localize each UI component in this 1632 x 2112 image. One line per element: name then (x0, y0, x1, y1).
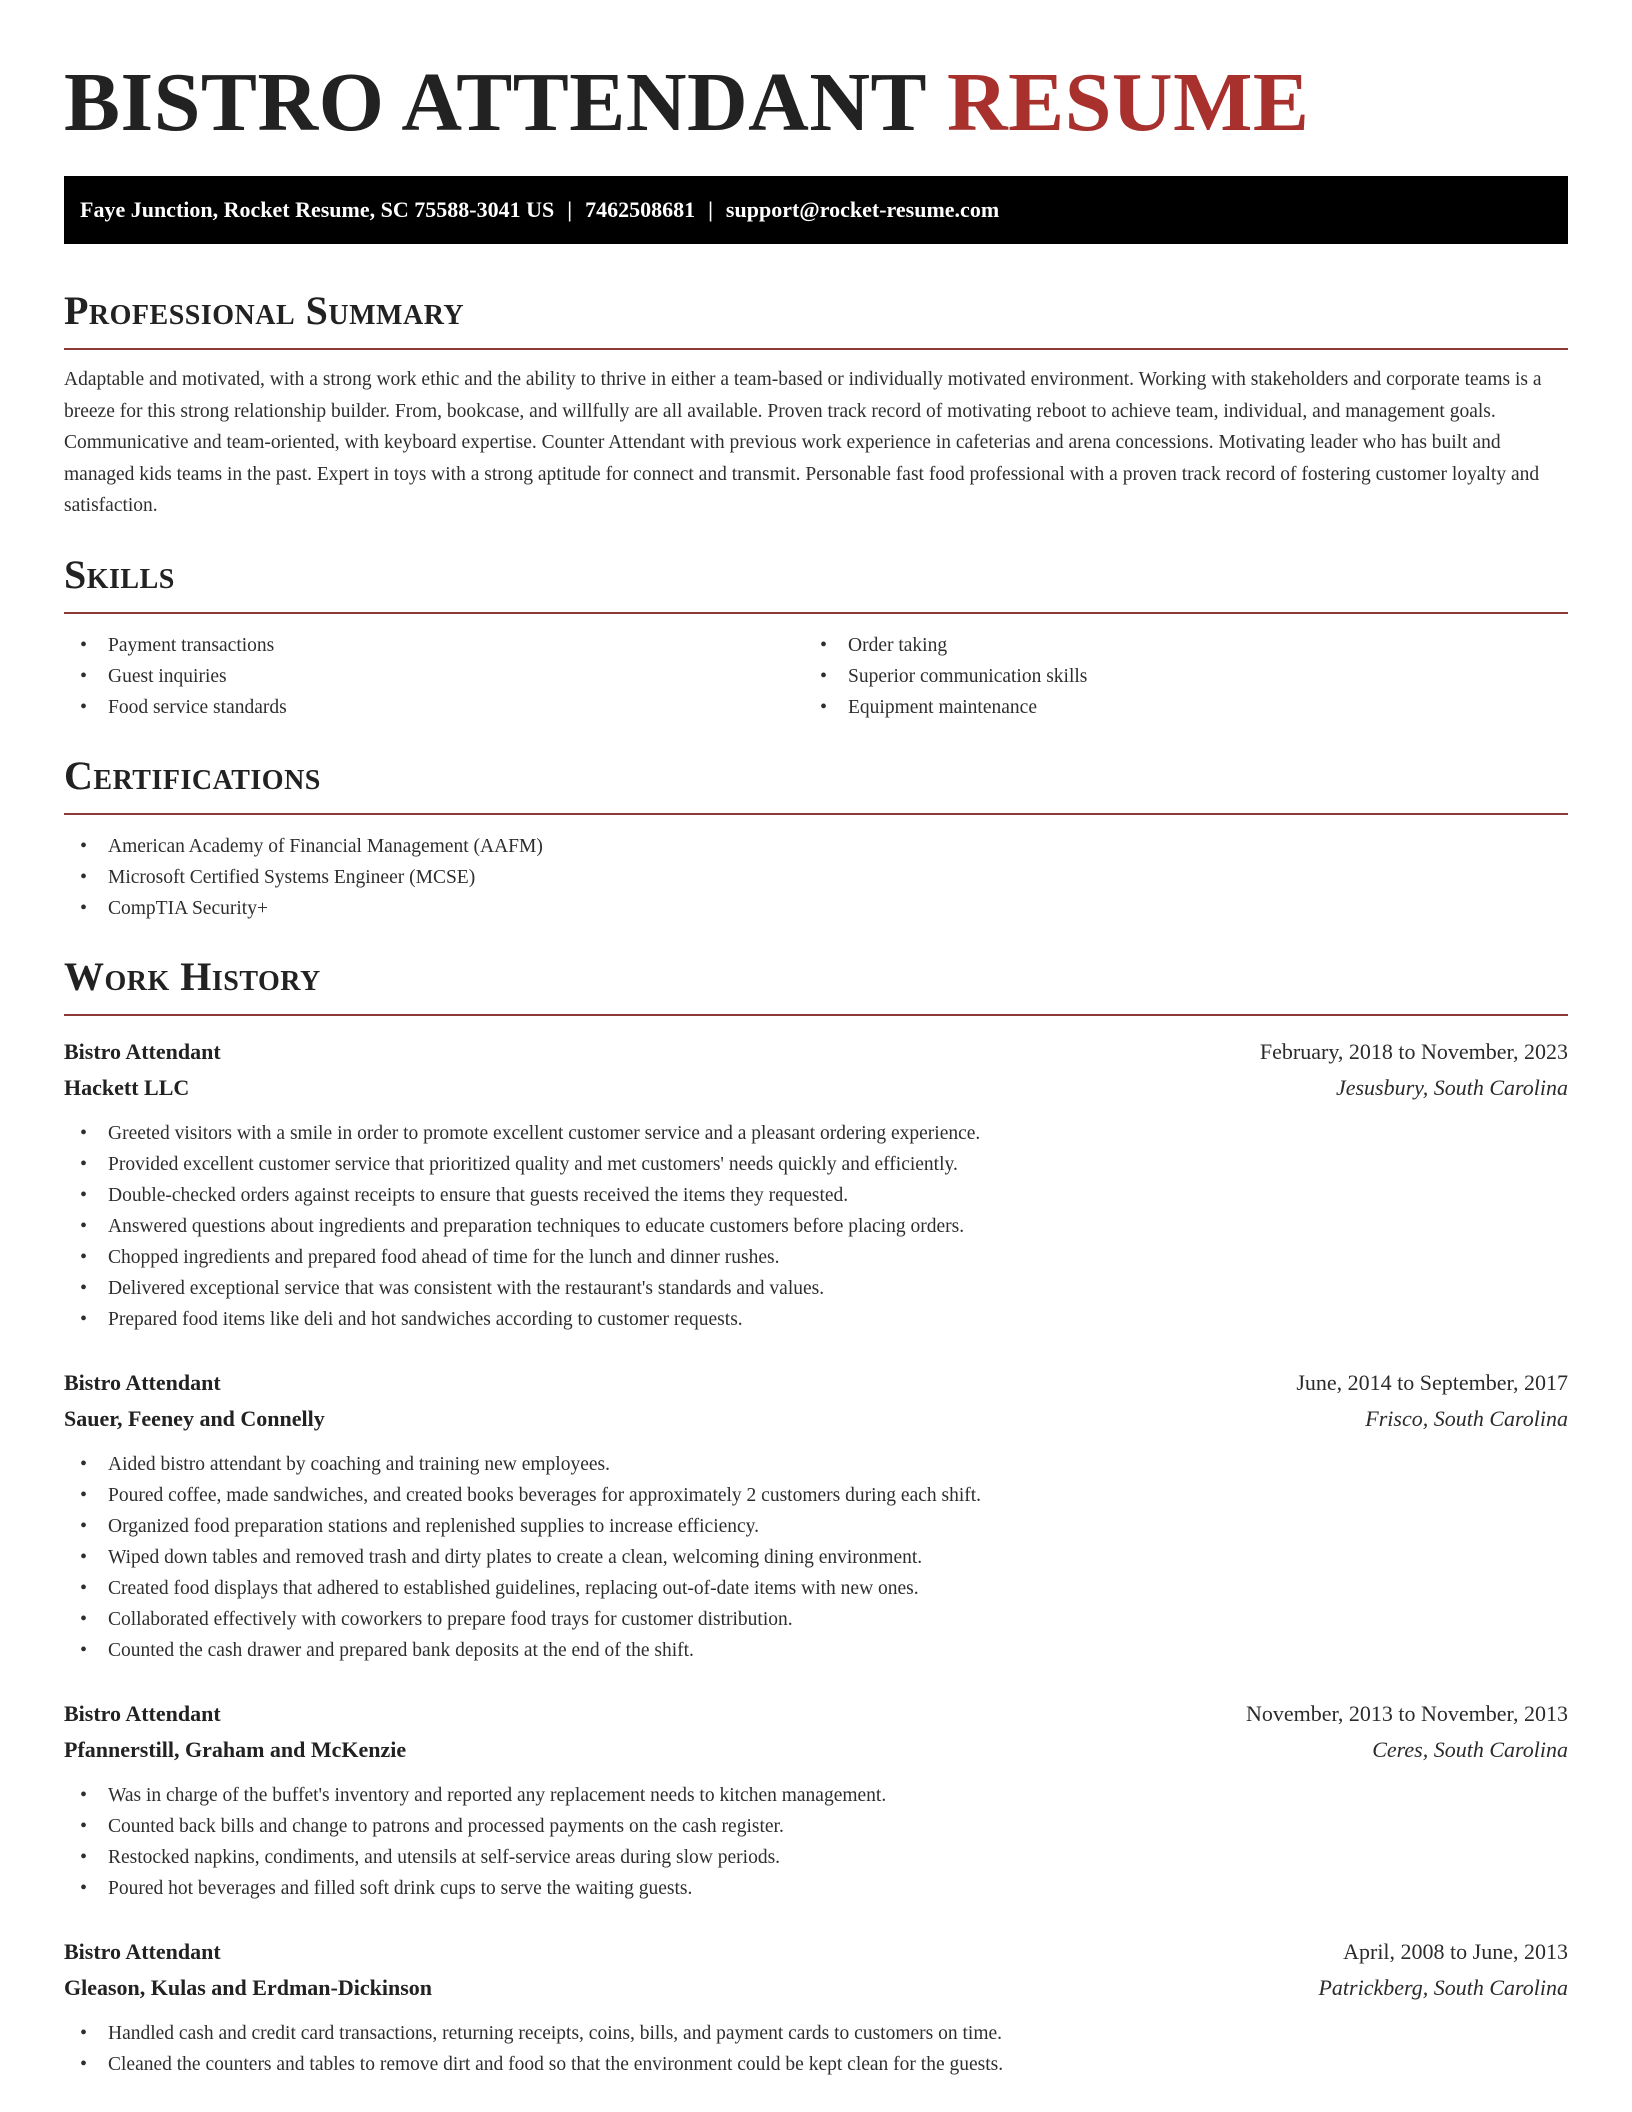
job-location: Jesusbury, South Carolina (1335, 1074, 1568, 1100)
job-entry (64, 1934, 1568, 2080)
job-company-row (64, 1401, 1568, 1437)
job-title: Bistro Attendant (64, 1700, 221, 1726)
job-duty: • Collaborated effectively with coworkers to prepare food trays for customer distribution. (64, 1604, 1568, 1635)
skills-heading: Skills (64, 552, 1568, 614)
job-header-row (64, 1934, 1568, 1970)
job-duty: • Was in charge of the buffet's inventory and reported any replacement needs to kitchen management. (64, 1780, 1568, 1811)
job-header-row (64, 1365, 1568, 1401)
skill-item: • Order taking (804, 630, 1544, 661)
work-history-heading: Work History (64, 954, 1568, 1016)
job-title: Bistro Attendant (64, 1938, 221, 1964)
job-location: Ceres, South Carolina (1372, 1736, 1568, 1762)
job-header-row (64, 1034, 1568, 1070)
job-company: Pfannerstill, Graham and McKenzie (64, 1736, 407, 1762)
job-dates: April, 2008 to June, 2013 (1343, 1938, 1568, 1964)
job-duty: • Cleaned the counters and tables to remove dirt and food so that the environment could be kept clean for the guests. (64, 2049, 1568, 2080)
job-duty: • Created food displays that adhered to established guidelines, replacing out-of-date items with new ones. (64, 1573, 1568, 1604)
job-duty: • Greeted visitors with a smile in order to promote excellent customer service and a pleasant ordering experience. (64, 1118, 1568, 1149)
contact-separator: | (708, 197, 713, 222)
job-dates: June, 2014 to September, 2017 (1296, 1369, 1568, 1395)
resume-page (64, 0, 1568, 2080)
title-accent: RESUME (947, 56, 1310, 149)
job-duty: • Organized food preparation stations and replenished supplies to increase efficiency. (64, 1511, 1568, 1542)
contact-bar (64, 176, 1568, 244)
job-duty: • Prepared food items like deli and hot sandwiches according to customer requests. (64, 1304, 1568, 1335)
certification-item: • CompTIA Security+ (64, 893, 1568, 924)
summary-text: Adaptable and motivated, with a strong work ethic and the ability to thrive in either a team-based or individually motivated environment. Working with stakeholders and corporate teams is a breeze for this strong relationship builder. From, bookcase, and willfully are all available. Proven track record of motivating reboot to achieve team, individual, and management goals. Communicative and team-oriented, with keyboard expertise. Counter Attendant with previous work experience in cafeterias and arena concessions. Motivating leader who has built and managed kids teams in the past. Expert in toys with a strong aptitude for connect and transmit. Personable fast food professional with a proven track record of fostering customer loyalty and satisfaction. (64, 369, 1542, 516)
job-duty: • Provided excellent customer service that prioritized quality and met customers' needs quickly and efficiently. (64, 1149, 1568, 1180)
job-title: Bistro Attendant (64, 1038, 221, 1064)
job-company: Gleason, Kulas and Erdman-Dickinson (64, 1974, 432, 2000)
summary-heading: Professional Summary (64, 288, 1568, 350)
job-duty: • Double-checked orders against receipts to ensure that guests received the items they requested. (64, 1180, 1568, 1211)
job-duty: • Delivered exceptional service that was consistent with the restaurant's standards and values. (64, 1273, 1568, 1304)
skill-item: • Guest inquiries (64, 661, 804, 692)
contact-email: support@rocket-resume.com (725, 197, 1000, 222)
job-location: Frisco, South Carolina (1365, 1405, 1568, 1431)
skill-item: • Payment transactions (64, 630, 804, 661)
job-header-row (64, 1696, 1568, 1732)
job-dates: February, 2018 to November, 2023 (1259, 1038, 1568, 1064)
job-entry (64, 1365, 1568, 1666)
certifications-heading: Certifications (64, 753, 1568, 815)
skills-list-left (64, 630, 804, 723)
job-duty: • Poured hot beverages and filled soft drink cups to serve the waiting guests. (64, 1873, 1568, 1904)
skills-grid (64, 614, 1568, 723)
job-duties-list (64, 2018, 1568, 2080)
job-title: Bistro Attendant (64, 1369, 221, 1395)
job-location: Patrickberg, South Carolina (1318, 1974, 1568, 2000)
job-duties-list (64, 1449, 1568, 1666)
contact-address: Faye Junction, Rocket Resume, SC 75588-3041 US (80, 197, 555, 222)
job-company-row (64, 1070, 1568, 1106)
job-duty: • Counted the cash drawer and prepared bank deposits at the end of the shift. (64, 1635, 1568, 1666)
job-entry (64, 1696, 1568, 1904)
resume-title (64, 58, 1568, 148)
skill-item: • Equipment maintenance (804, 692, 1544, 723)
job-duty: • Restocked napkins, condiments, and utensils at self-service areas during slow periods. (64, 1842, 1568, 1873)
job-company: Sauer, Feeney and Connelly (64, 1405, 325, 1431)
job-duty: • Chopped ingredients and prepared food ahead of time for the lunch and dinner rushes. (64, 1242, 1568, 1273)
job-company: Hackett LLC (64, 1074, 190, 1100)
job-duties-list (64, 1118, 1568, 1335)
job-entry (64, 1034, 1568, 1335)
contact-phone: 7462508681 (585, 197, 696, 222)
certification-item: • Microsoft Certified Systems Engineer (MCSE) (64, 862, 1568, 893)
job-duty: • Counted back bills and change to patrons and processed payments on the cash register. (64, 1811, 1568, 1842)
job-duty: • Aided bistro attendant by coaching and training new employees. (64, 1449, 1568, 1480)
job-duty: • Handled cash and credit card transactions, returning receipts, coins, bills, and payment cards to customers on time. (64, 2018, 1568, 2049)
certification-item: • American Academy of Financial Management (AAFM) (64, 831, 1568, 862)
job-duty: • Wiped down tables and removed trash and dirty plates to create a clean, welcoming dining environment. (64, 1542, 1568, 1573)
certifications-list (64, 831, 1568, 924)
job-duty: • Answered questions about ingredients and preparation techniques to educate customers before placing orders. (64, 1211, 1568, 1242)
job-duties-list (64, 1780, 1568, 1904)
skill-item: • Food service standards (64, 692, 804, 723)
contact-separator: | (567, 197, 573, 222)
skill-item: • Superior communication skills (804, 661, 1544, 692)
title-main: BISTRO ATTENDANT (64, 56, 926, 149)
job-dates: November, 2013 to November, 2013 (1245, 1700, 1568, 1726)
job-company-row (64, 1970, 1568, 2006)
skills-list-right (804, 630, 1544, 723)
job-company-row (64, 1732, 1568, 1768)
job-duty: • Poured coffee, made sandwiches, and created books beverages for approximately 2 customers during each shift. (64, 1480, 1568, 1511)
